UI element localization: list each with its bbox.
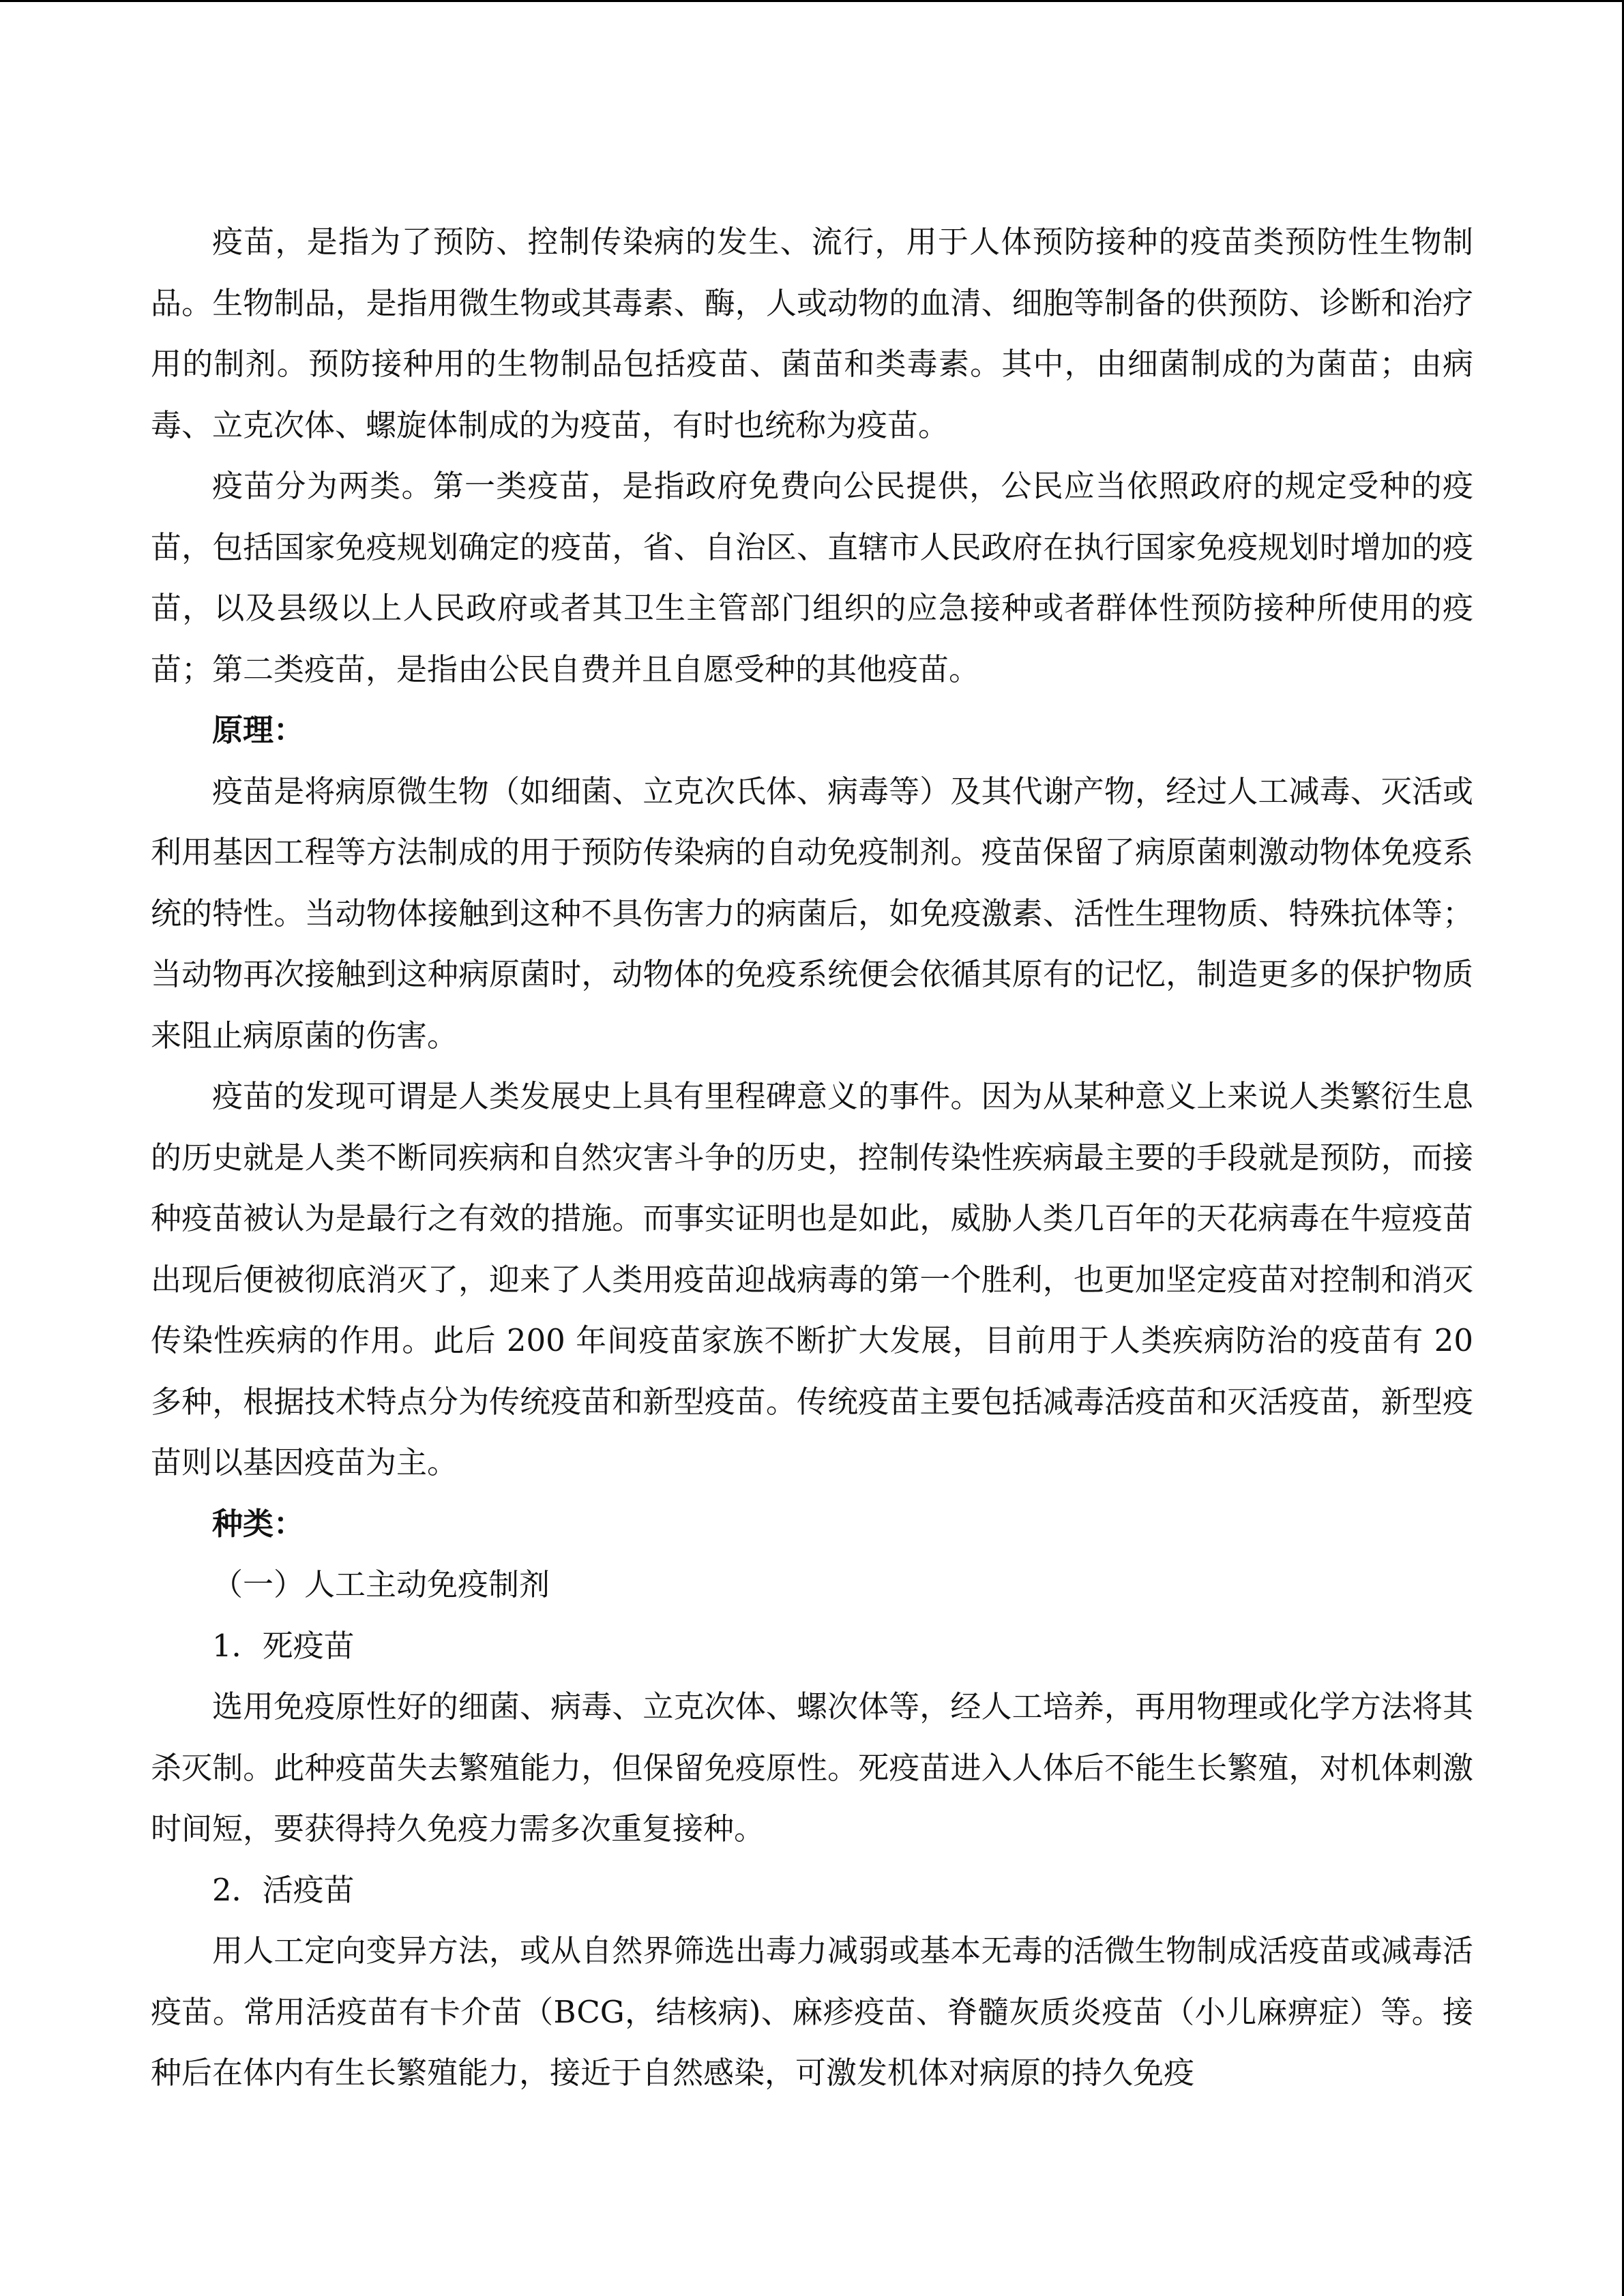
paragraph-history: 疫苗的发现可谓是人类发展史上具有里程碑意义的事件。因为从某种意义上来说人类繁衍生息的历史就是人类不断同疾病和自然灾害斗争的历史，控制传染性疾病最主要的手段就是预防，而接种疫苗被认为是最行之有效的措施。而事实证明也是如此，威胁人类几百年的天花病毒在牛痘疫苗出现后便被彻底消灭了，迎来了人类用疫苗迎战病毒的第一个胜利，也更加坚定疫苗对控制和消灭传染性疾病的作用。此后 200 年间疫苗家族不断扩大发展，目前用于人类疾病防治的疫苗有 20 多种，根据技术特点分为传统疫苗和新型疫苗。传统疫苗主要包括减毒活疫苗和灭活疫苗，新型疫苗则以基因疫苗为主。: [151, 1078, 1473, 1480]
page-border-top: [0, 0, 1624, 2]
paragraph-principle: 疫苗是将病原微生物（如细菌、立克次氏体、病毒等）及其代谢产物，经过人工减毒、灭活或利用基因工程等方法制成的用于预防传染病的自动免疫制剂。疫苗保留了病原菌刺激动物体免疫系统的特性。当动物体接触到这种不具伤害力的病菌后，如免疫激素、活性生理物质、特殊抗体等；当动物再次接触到这种病原菌时，动物体的免疫系统便会依循其原有的记忆，制造更多的保护物质来阻止病原菌的伤害。: [151, 773, 1473, 1054]
subheading-live-vaccine: 2．活疫苗: [212, 1871, 355, 1908]
heading-types: 种类：: [212, 1505, 305, 1542]
subheading-dead-vaccine: 1．死疫苗: [212, 1627, 355, 1664]
paragraph-live-vaccine: 用人工定向变异方法，或从自然界筛选出毒力减弱或基本无毒的活微生物制成活疫苗或减毒活疫苗。常用活疫苗有卡介苗（BCG，结核病)、麻疹疫苗、脊髓灰质炎疫苗（小儿麻痹症）等。接种后在体内有生长繁殖能力，接近于自然感染，可激发机体对病原的持久免疫: [151, 1933, 1473, 2091]
heading-principle: 原理：: [212, 712, 305, 748]
paragraph-definition: 疫苗，是指为了预防、控制传染病的发生、流行，用于人体预防接种的疫苗类预防性生物制品。生物制品，是指用微生物或其毒素、酶，人或动物的血清、细胞等制备的供预防、诊断和治疗用的制剂。预防接种用的生物制品包括疫苗、菌苗和类毒素。其中，由细菌制成的为菌苗；由病毒、立克次体、螺旋体制成的为疫苗，有时也统称为疫苗。: [151, 224, 1473, 443]
paragraph-categories: 疫苗分为两类。第一类疫苗，是指政府免费向公民提供，公民应当依照政府的规定受种的疫苗，包括国家免疫规划确定的疫苗，省、自治区、直辖市人民政府在执行国家免疫规划时增加的疫苗，以及县级以上人民政府或者其卫生主管部门组织的应急接种或者群体性预防接种所使用的疫苗；第二类疫苗，是指由公民自费并且自愿受种的其他疫苗。: [151, 468, 1473, 687]
paragraph-dead-vaccine: 选用免疫原性好的细菌、病毒、立克次体、螺次体等，经人工培养，再用物理或化学方法将其杀灭制。此种疫苗失去繁殖能力，但保留免疫原性。死疫苗进入人体后不能生长繁殖，对机体刺激时间短，要获得持久免疫力需多次重复接种。: [151, 1688, 1473, 1847]
document-body: [151, 211, 1473, 2104]
subheading-active-immunization: （一）人工主动免疫制剂: [212, 1566, 550, 1602]
